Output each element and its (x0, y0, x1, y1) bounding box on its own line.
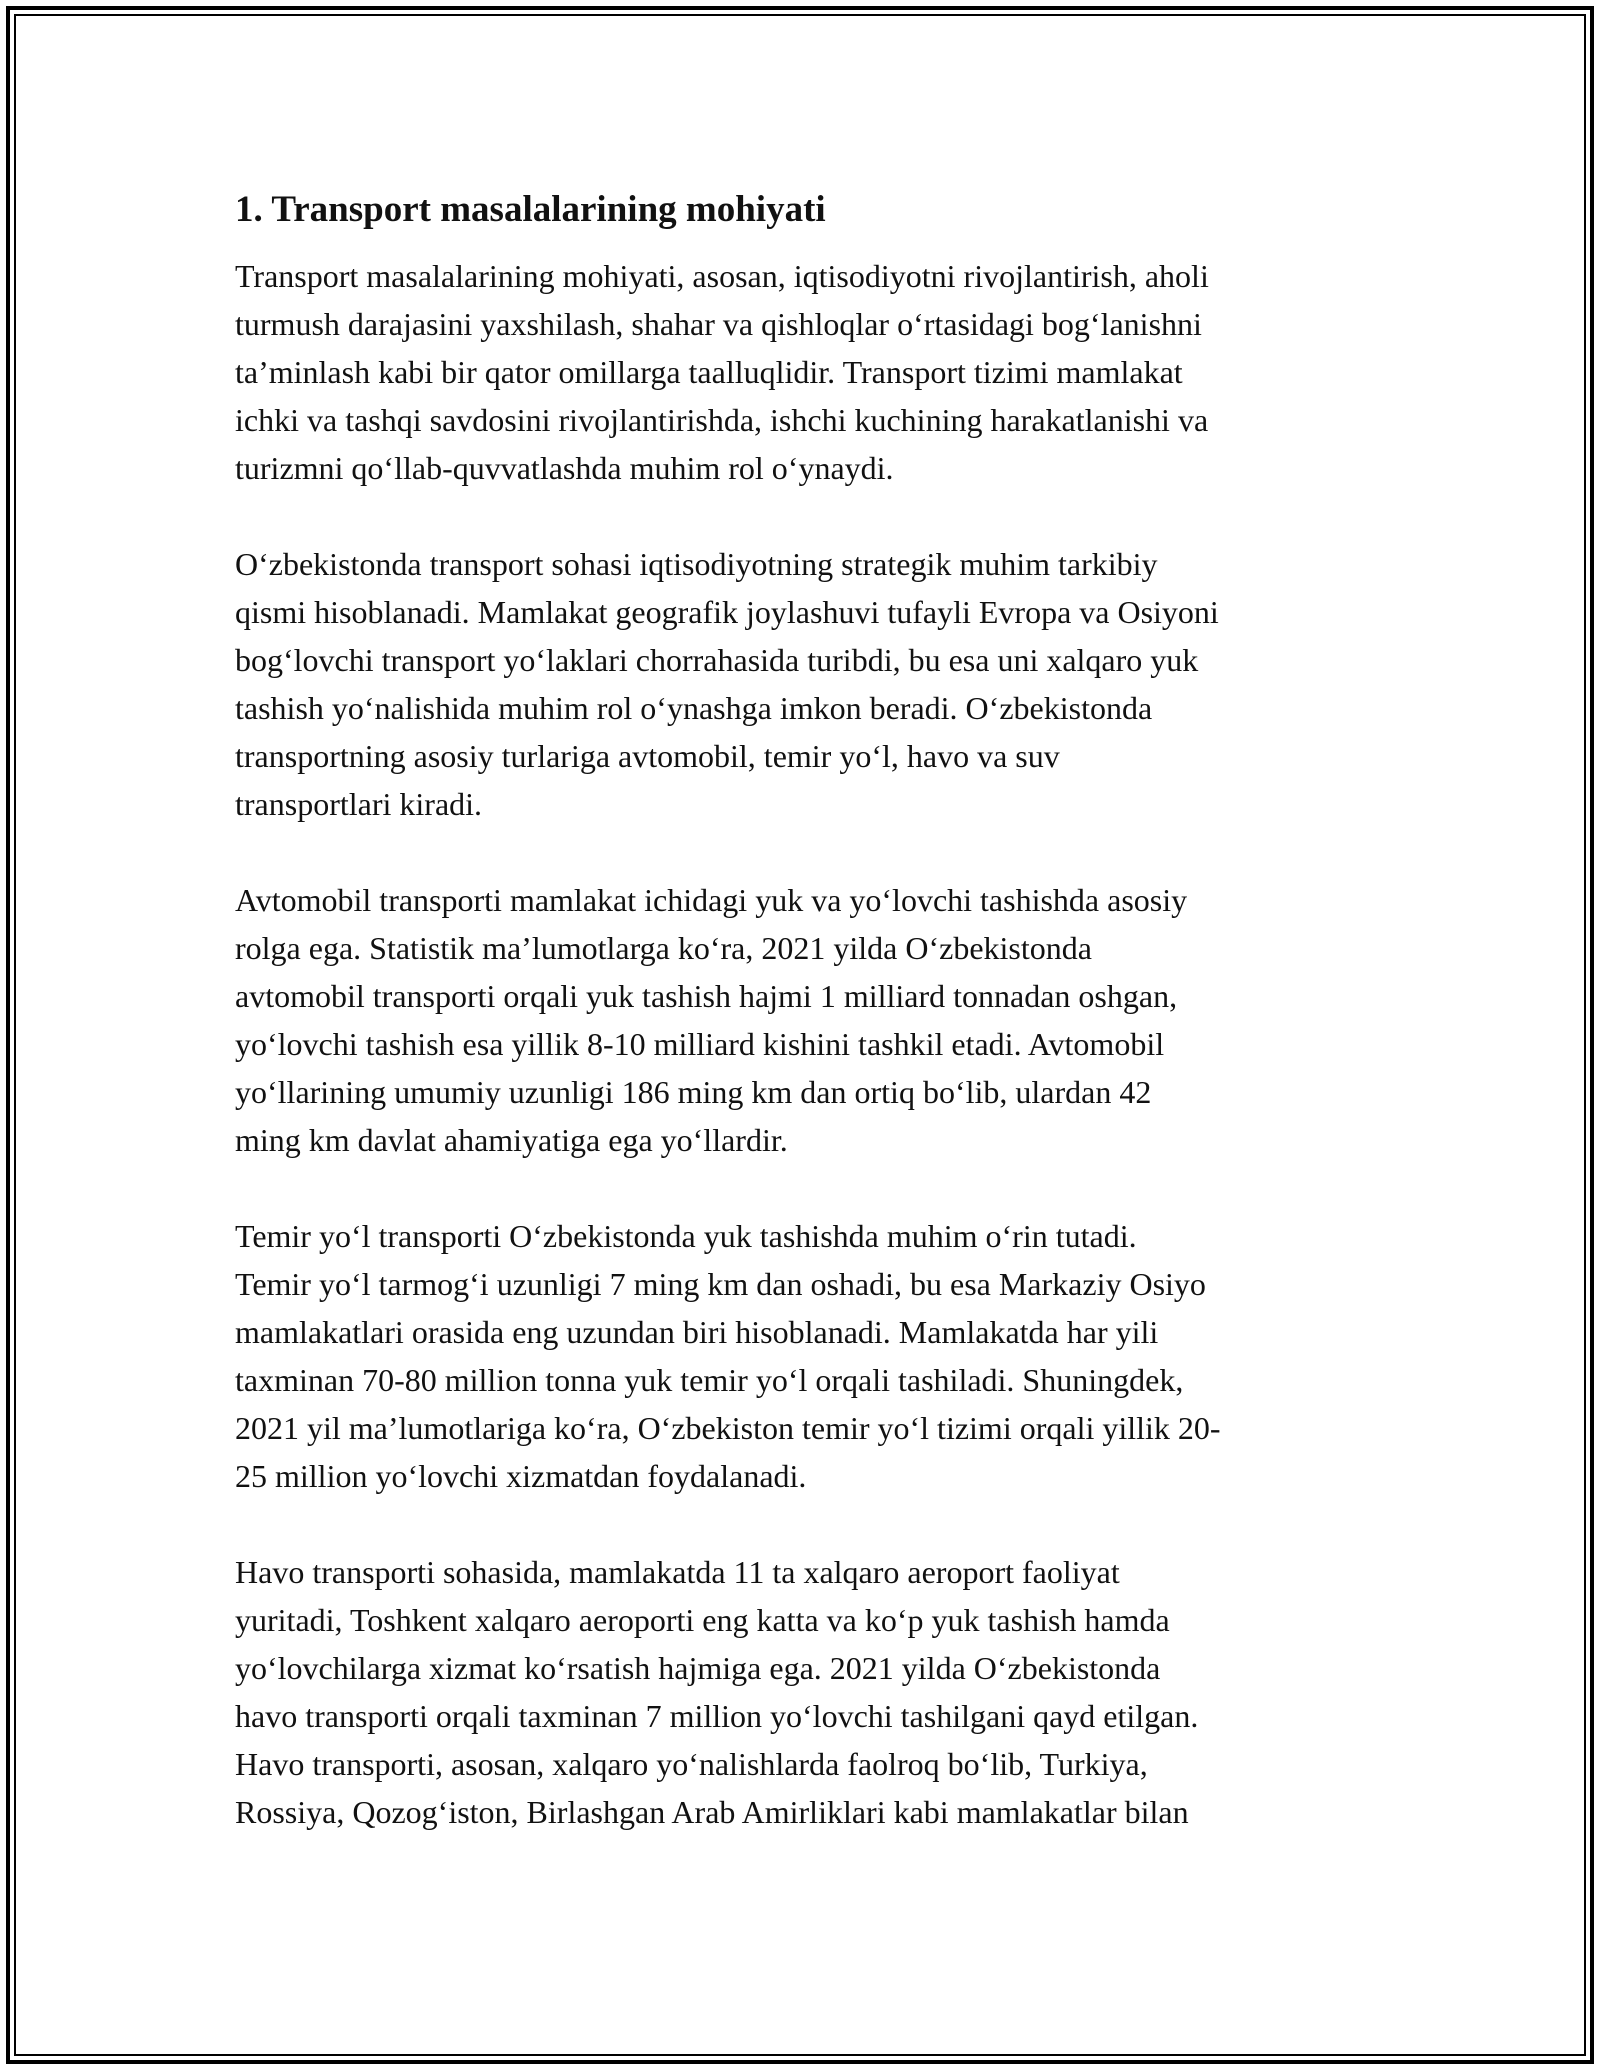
paragraph-line: ta’minlash kabi bir qator omillarga taalluqlidir. Transport tizimi mamlakat (235, 354, 1183, 390)
paragraph-line: havo transporti orqali taxminan 7 million yoʻlovchi tashilgani qayd etilgan. (235, 1698, 1199, 1734)
paragraph (235, 1548, 1375, 1836)
paragraph-line: Rossiya, Qozogʻiston, Birlashgan Arab Amirliklari kabi mamlakatlar bilan (235, 1794, 1189, 1830)
paragraph-line: Oʻzbekistonda transport sohasi iqtisodiyotning strategik muhim tarkibiy (235, 546, 1158, 582)
paragraph-line: ichki va tashqi savdosini rivojlantirishda, ishchi kuchining harakatlanishi va (235, 402, 1209, 438)
paragraph-line: Temir yoʻl transporti Oʻzbekistonda yuk tashishda muhim oʻrin tutadi. (235, 1218, 1137, 1254)
paragraph-line: transportning asosiy turlariga avtomobil, temir yoʻl, havo va suv (235, 738, 1060, 774)
paragraph-line: Havo transporti sohasida, mamlakatda 11 ta xalqaro aeroport faoliyat (235, 1554, 1120, 1590)
paragraph-line: yoʻllarining umumiy uzunligi 186 ming km dan ortiq boʻlib, ulardan 42 (235, 1074, 1152, 1110)
paragraph-line: yoʻlovchilarga xizmat koʻrsatish hajmiga ega. 2021 yilda Oʻzbekistonda (235, 1650, 1161, 1686)
paragraph-line: ming km davlat ahamiyatiga ega yoʻllardir. (235, 1122, 788, 1158)
paragraph-line: Havo transporti, asosan, xalqaro yoʻnalishlarda faolroq boʻlib, Turkiya, (235, 1746, 1148, 1782)
paragraph-line: Temir yoʻl tarmogʻi uzunligi 7 ming km dan oshadi, bu esa Markaziy Osiyo (235, 1266, 1206, 1302)
paragraph-line: yuritadi, Toshkent xalqaro aeroporti eng katta va koʻp yuk tashish hamda (235, 1602, 1170, 1638)
paragraph-line: taxminan 70-80 million tonna yuk temir yoʻl orqali tashiladi. Shuningdek, (235, 1362, 1184, 1398)
paragraph-line: 25 million yoʻlovchi xizmatdan foydalanadi. (235, 1458, 807, 1494)
paragraph-line: qismi hisoblanadi. Mamlakat geografik joylashuvi tufayli Evropa va Osiyoni (235, 594, 1219, 630)
paragraph-line: turmush darajasini yaxshilash, shahar va qishloqlar oʻrtasidagi bogʻlanishni (235, 306, 1202, 342)
document-body (235, 186, 1375, 1884)
paragraph (235, 876, 1375, 1164)
paragraph-container (235, 252, 1375, 1836)
paragraph-line: rolga ega. Statistik ma’lumotlarga koʻra, 2021 yilda Oʻzbekistonda (235, 930, 1092, 966)
paragraph-line: mamlakatlari orasida eng uzundan biri hisoblanadi. Mamlakatda har yili (235, 1314, 1159, 1350)
paragraph-line: turizmni qoʻllab-quvvatlashda muhim rol oʻynaydi. (235, 450, 894, 486)
paragraph-line: tashish yoʻnalishida muhim rol oʻynashga imkon beradi. Oʻzbekistonda (235, 690, 1153, 726)
paragraph-line: transportlari kiradi. (235, 786, 483, 822)
paragraph (235, 1212, 1375, 1500)
paragraph-line: Avtomobil transporti mamlakat ichidagi yuk va yoʻlovchi tashishda asosiy (235, 882, 1188, 918)
paragraph-line: yoʻlovchi tashish esa yillik 8-10 milliard kishini tashkil etadi. Avtomobil (235, 1026, 1165, 1062)
paragraph-line: 2021 yil ma’lumotlariga koʻra, Oʻzbekiston temir yoʻl tizimi orqali yillik 20- (235, 1410, 1221, 1446)
paragraph-line: avtomobil transporti orqali yuk tashish hajmi 1 milliard tonnadan oshgan, (235, 978, 1178, 1014)
paragraph-line: bogʻlovchi transport yoʻlaklari chorrahasida turibdi, bu esa uni xalqaro yuk (235, 642, 1199, 678)
paragraph-line: Transport masalalarining mohiyati, asosan, iqtisodiyotni rivojlantirish, aholi (235, 258, 1209, 294)
paragraph (235, 540, 1375, 828)
section-heading: 1. Transport masalalarining mohiyati (235, 189, 826, 230)
paragraph (235, 252, 1375, 492)
